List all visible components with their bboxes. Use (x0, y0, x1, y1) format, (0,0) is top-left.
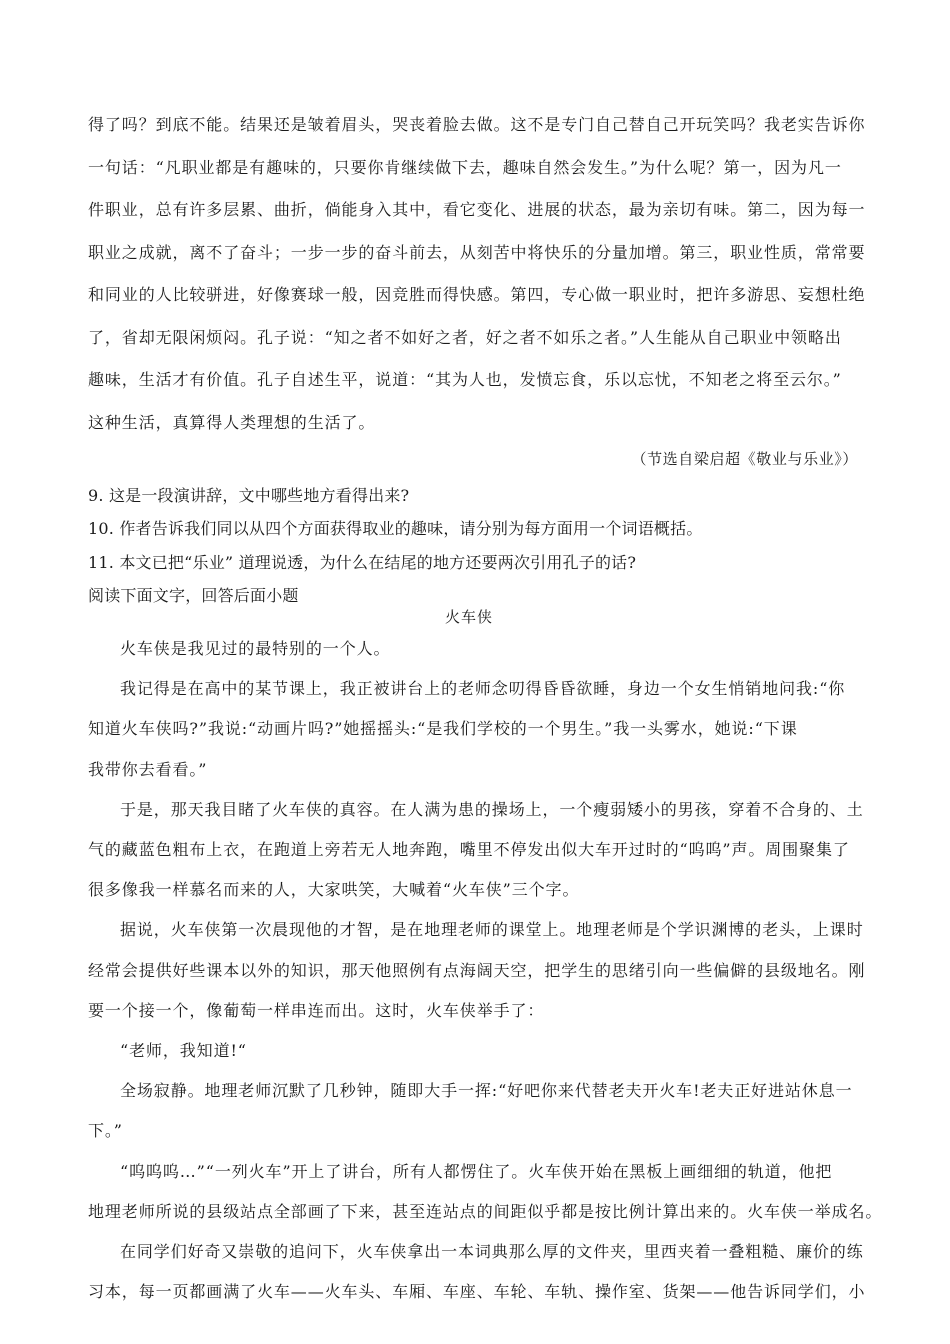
passage1-line: 和同业的人比较骈进，好像赛球一般，因竞胜而得快感。第四，专心做一职业时，把许多游思、妄想杜绝 (88, 285, 866, 304)
passage2-line: “老师，我知道!“ (120, 1041, 247, 1060)
passage2-line: 气的藏蓝色粗布上衣，在跑道上旁若无人地奔跑，嘴里不停发出似大车开过时的“呜呜”声。周围聚集了 (88, 840, 850, 859)
passage2-line: 于是，那天我目睹了火车侠的真容。在人满为患的操场上，一个瘦弱矮小的男孩，穿着不合身的、土 (120, 800, 864, 819)
question-10: 10. 作者告诉我们同以从四个方面获得取业的趣味，请分别为每方面用一个词语概括。 (88, 519, 703, 538)
passage2-line: 下。” (88, 1121, 123, 1140)
passage2-title: 火车侠 (445, 608, 494, 626)
passage1-line: 件职业，总有许多层累、曲折，倘能身入其中，看它变化、进展的状态，最为亲切有味。第二，因为每一 (88, 200, 866, 219)
passage2-line: 地理老师所说的县级站点全部画了下来，甚至连站点的间距似乎都是按比例计算出来的。火车侠一举成名。 (88, 1202, 883, 1221)
passage1-source: （节选自梁启超《敬业与乐业》） (631, 450, 858, 468)
question-11: 11. 本文已把“乐业” 道理说透，为什么在结尾的地方还要两次引用孔子的话? (88, 553, 637, 572)
passage1-line: 一句话：“凡职业都是有趣味的，只要你肯继续做下去，趣味自然会发生。”为什么呢？第一，因为凡一 (88, 158, 842, 177)
passage1-line: 了，省却无限闲烦闷。孔子说：“知之者不如好之者，好之者不如乐之者。”人生能从自己职业中领略出 (88, 328, 842, 347)
passage2-line: 据说，火车侠第一次晨现他的才智，是在地理老师的课堂上。地理老师是个学识渊博的老头，上课时 (120, 920, 864, 939)
passage1-line: 趣味，生活才有价值。孔子自述生平，说道：“其为人也，发愤忘食，乐以忘忧，不知老之将至云尔。” (88, 370, 842, 389)
passage2-line: 我带你去看看。” (88, 760, 208, 779)
passage2-line: 全场寂静。地理老师沉默了几秒钟，随即大手一挥:“好吧你来代替老夫开火车!老夫正好进站休息一 (120, 1081, 853, 1100)
reading-instruction: 阅读下面文字，回答后面小题 (88, 586, 299, 605)
passage2-line: 习本，每一页都画满了火车——火车头、车厢、车座、车轮、车轨、操作室、货架——他告诉同学们，小 (88, 1282, 866, 1301)
passage2-line: 要一个接一个，像葡萄一样串连而出。这时，火车侠举手了： (88, 1001, 545, 1020)
passage2-line: 火车侠是我见过的最特别的一个人。 (120, 639, 391, 658)
passage2-line: 在同学们好奇又崇敬的追问下，火车侠拿出一本词典那么厚的文件夹，里西夹着一叠粗糙、廉价的练 (120, 1242, 864, 1261)
passage1-line: 得了吗？到底不能。结果还是皱着眉头，哭丧着脸去做。这不是专门自己替自己开玩笑吗？我老实告诉你 (88, 115, 866, 134)
passage2-line: 我记得是在高中的某节课上，我正被讲台上的老师念叨得昏昏欲睡，身边一个女生悄销地问我:“你 (120, 679, 846, 698)
passage1-line: 职业之成就，离不了奋斗；一步一步的奋斗前去，从刻苦中将快乐的分量加增。第三，职业性质，常常要 (88, 243, 866, 262)
passage1-line: 这种生活，真算得人类理想的生活了。 (88, 413, 376, 432)
passage2-line: 经常会提供好些课本以外的知识，那天他照例有点海阔天空，把学生的思绪引向一些偏僻的县级地名。刚 (88, 961, 866, 980)
passage2-line: 知道火车侠吗?”我说:“动画片吗?”她摇摇头:“是我们学校的一个男生。”我一头雾水，她说:“下课 (88, 719, 798, 738)
passage2-line: “呜呜呜…”“一列火车”开上了讲台，所有人都愣住了。火车侠开始在黑板上画细细的轨道，他把 (120, 1162, 833, 1181)
question-9: 9. 这是一段演讲辞，文中哪些地方看得出来? (88, 486, 410, 505)
passage2-line: 很多像我一样慕名而来的人，大家哄笑，大喊着“火车侠”三个字。 (88, 880, 580, 899)
